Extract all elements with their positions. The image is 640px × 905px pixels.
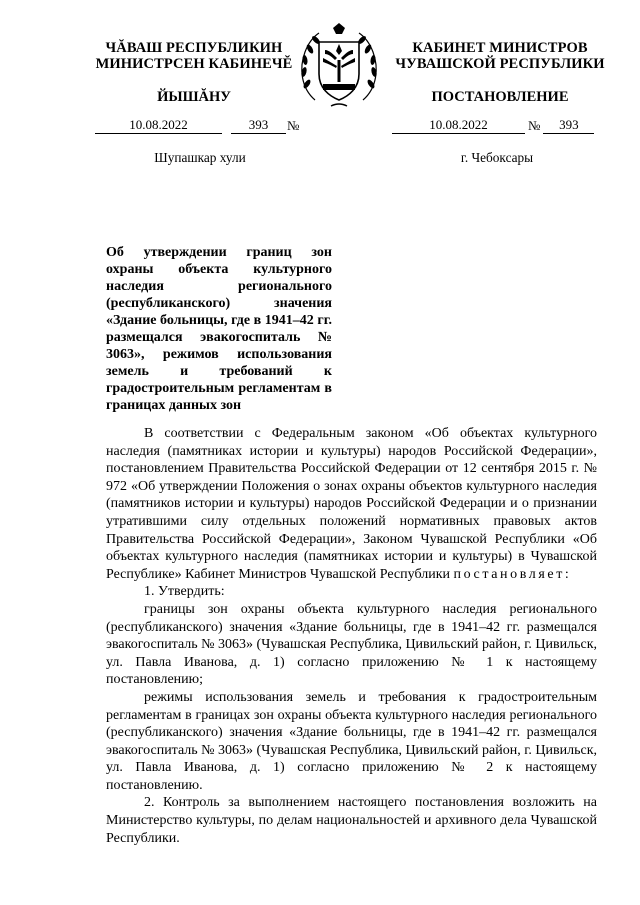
body-paragraph-1-text: В соответствии с Федеральным законом «Об объектах культурного наследия (памятниках истории и культуры) народов Российской Федерации», постановлением Правительства Российской Федерации от 12 сентября 2015 г. № 972 «Об утверждении Положения о зонах охраны объектов культурного наследия (памятников истории и культуры) народов Российской Федерации и о признании утратившими силу отдельных положений нормативных правовых актов Правительства Российской Федерации», Законом Чувашской Республики «Об объектах культурного наследия (памятниках истории и культуры) в Чувашской Республике» Кабинет Министров Чувашской Республики — [106, 426, 597, 582]
number-sign-right: № — [528, 118, 541, 133]
header-right-line1: КАБИНЕТ МИНИСТРОВ — [412, 40, 588, 56]
doc-type-right: ПОСТАНОВЛЕНИЕ — [431, 89, 569, 105]
document-title: Об утверждении границ зон охраны объекта культурного наследия регионального (республиканского) значения «Здание больницы, где в 1941–42 гг. размещался эвакогоспиталь № 3063», режимов использования земель и требований к градостроительным регламентам в границах данных зон — [106, 245, 332, 413]
city-right: г. Чебоксары — [460, 150, 534, 165]
document-body — [106, 425, 597, 847]
body-paragraph-2: 1. Утвердить: — [144, 584, 225, 600]
doc-type-left: ЙЫШĂНУ — [157, 89, 231, 105]
registration-left — [95, 117, 305, 134]
header-left-org — [84, 40, 304, 72]
number-sign-left: № — [287, 118, 300, 133]
header-right-line2: ЧУВАШСКОЙ РЕСПУБЛИКИ — [395, 56, 605, 72]
reg-date-left: 10.08.2022 — [95, 117, 222, 134]
header-right-org — [390, 40, 610, 72]
registration-right — [392, 117, 602, 134]
header-left-line1: ЧĂВАШ РЕСПУБЛИКИН — [105, 40, 283, 56]
reg-number-right: 393 — [543, 117, 594, 134]
reg-date-right: 10.08.2022 — [392, 117, 525, 134]
header-left-line2: МИНИСТРСЕН КАБИНЕЧĔ — [95, 56, 293, 72]
body-paragraph-5: 2. Контроль за выполнением настоящего постановления возложить на Министерство культуры, по делам национальностей и архивного дела Чувашской Республики. — [106, 795, 597, 846]
coat-of-arms-icon — [295, 22, 383, 112]
body-paragraph-3: границы зон охраны объекта культурного наследия регионального (республиканского) значения «Здание больницы, где в 1941–42 гг. размещался эвакогоспиталь № 3063» (Чувашская Республика, Цивильский район, г. Цивильск, ул. Павла Иванова, д. 1) согласно приложению № 1 к настоящему постановлению; — [106, 601, 597, 688]
resolves-word: постановляет: — [453, 566, 572, 582]
reg-number-left: 393 — [231, 117, 286, 134]
city-left: Шупашкар хули — [154, 150, 246, 165]
body-paragraph-1 — [106, 425, 597, 583]
body-paragraph-4: режимы использования земель и требования к градостроительным регламентам в границах зон охраны объекта культурного наследия регионального (республиканского) значения «Здание больницы, где в 1941–42 гг. размещался эвакогоспиталь № 3063» (Чувашская Республика, Цивильский район, г. Цивильск, ул. Павла Иванова, д. 1) согласно приложению № 2 к настоящему постановлению. — [106, 689, 597, 793]
